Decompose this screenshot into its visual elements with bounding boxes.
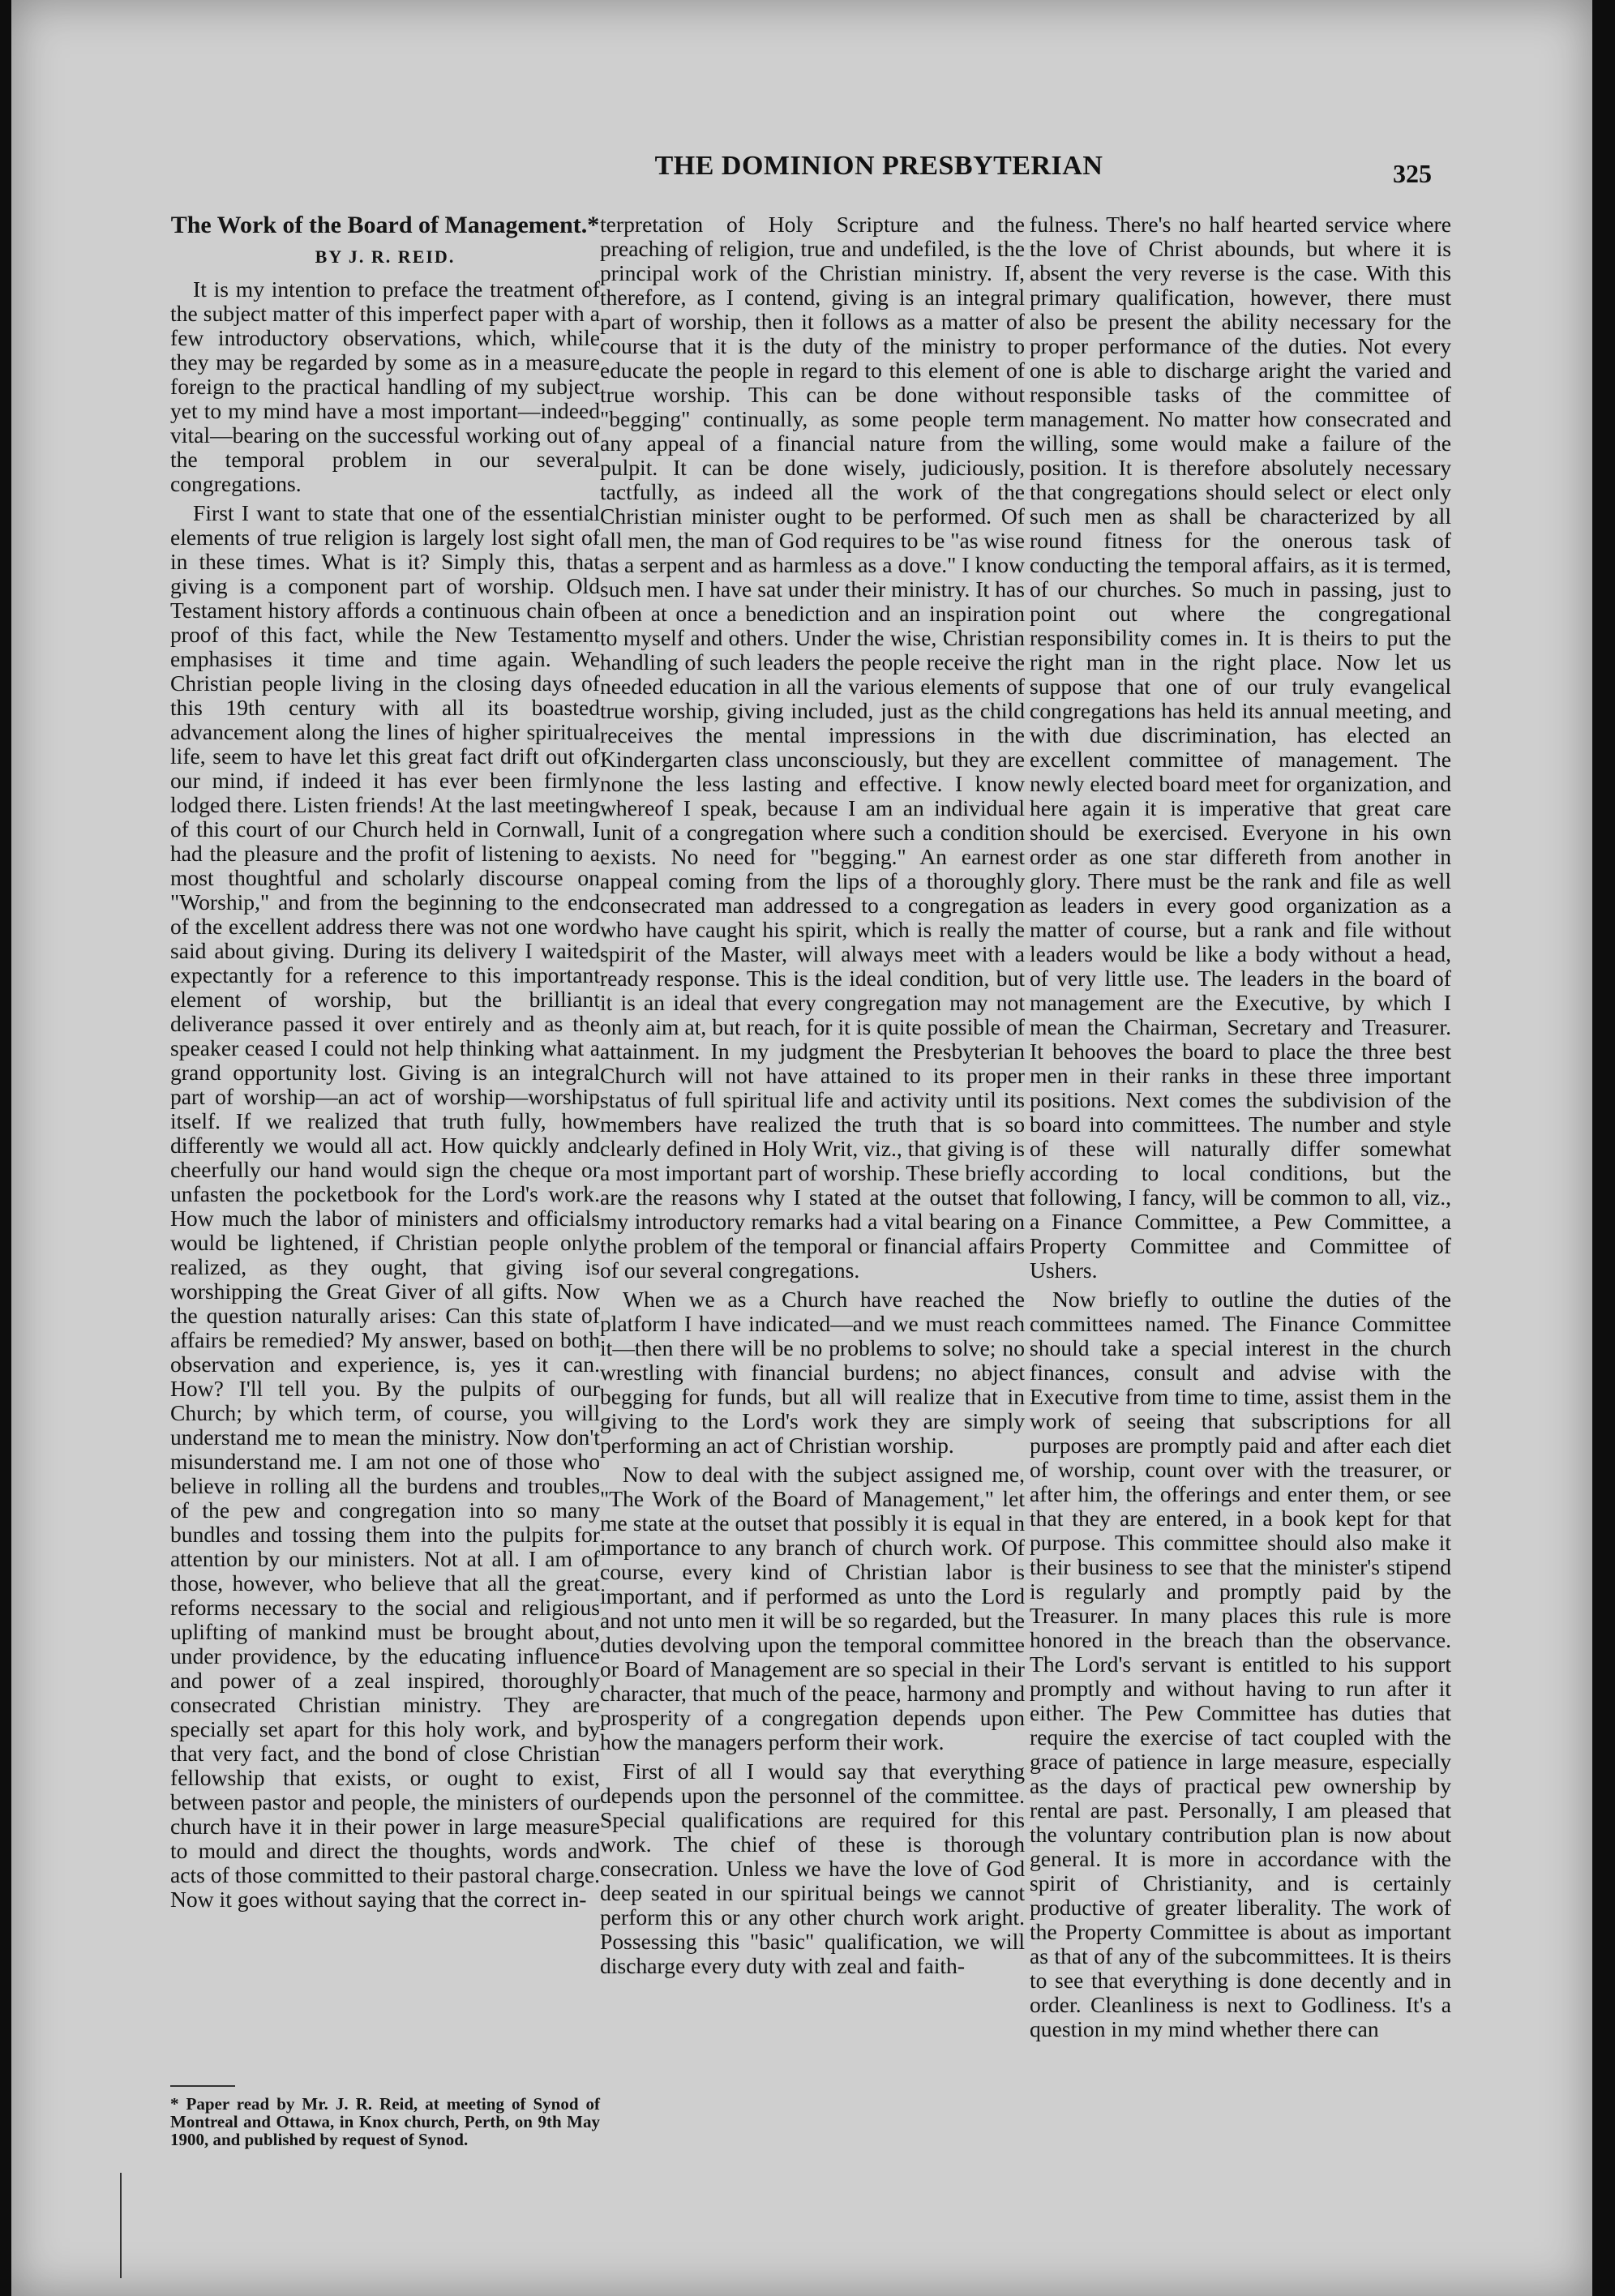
paragraph: It is my intention to preface the treatment of the subject matter of this imperfect paper with a few introductory observations, which, while they may be regarded by some as in a measure foreign to the practical handling of my subject yet to my mind have a most important—indeed vital—bearing on the successful working out of the temporal problem in our several congregations. <box>170 276 600 496</box>
paragraph: fulness. There's no half hearted service where the love of Christ abounds, but where it is absent the very reverse is the case. With this primary qualification, however, there must also be present the ability necessary for the proper performance of the duties. Not every one is able to discharge aright the varied and responsible tasks of the committee of management. No matter how consecrated and willing, some would make a failure of the position. It is therefore absolutely necessary that congregations should select or elect only such men as shall be characterized by all round fitness for the onerous task of conducting the temporal affairs, as it is termed, of our churches. So much in passing, just to point out where the congregational responsibility comes in. It is theirs to put the right man in the right place. Now let us suppose that one of our truly evangelical congregations has held its annual meeting, and with due discrimination, has elected an excellent committee of management. The newly elected board meet for organization, and here again it is imperative that great care should be exercised. Everyone in his own order as one star differeth from another in glory. There must be the rank and file as well as leaders in every good organization as a matter of course, but a rank and file without leaders would be like a body without a head, of very little use. The leaders in the board of management are the Executive, by which I mean the Chairman, Secretary and Treasurer. It behooves the board to place the three best men in their ranks in these three important positions. Next comes the subdivision of the board into committees. The number and style of these will naturally differ somewhat according to local conditions, but the following, I fancy, will be common to all, viz., a Finance Committee, a Pew Committee, a Property Committee and Committee of Ushers. <box>1030 212 1451 1283</box>
paragraph: First I want to state that one of the essential elements of true religion is largely lost sight of in these times. What is it? Simply this, that giving is a component part of worship. Old Testament history affords a continuous chain of proof of this fact, while the New Testament emphasises it time and time again. We Christian people living in the closing days of this 19th century with all its boasted advancement along the lines of higher spiritual life, seem to have let this great fact drift out of our mind, if indeed it has ever been firmly lodged there. Listen friends! At the last meeting of this court of our Church held in Cornwall, I had the pleasure and the profit of listening to a most thoughtful and scholarly discourse on "Worship," and from the beginning to the end of the excellent address there was not one word said about giving. During its delivery I waited expectantly for a reference to this important element of worship, but the brilliant deliverance passed it over entirely and as the speaker ceased I could not help thinking what a grand opportunity lost. Giving is an integral part of worship—an act of worship—worship itself. If we realized that truth fully, how differently we would all act. How quickly and cheerfully our hand would sign the cheque or unfasten the pocketbook for the Lord's work. How much the labor of ministers and officials would be lightened, if Christian people only realized, as they ought, that giving is worshipping the Great Giver of all gifts. Now the question naturally arises: Can this state of affairs be remedied? My answer, based on both observation and experience, is, yes it can. How? I'll tell you. By the pulpits of our Church; by which term, of course, you will understand me to mean the ministry. Now don't misunderstand me. I am not one of those who believe in rolling all the burdens and troubles of the pew and congregation into so many bundles and tossing them into the pulpits for attention by our ministers. Not at all. I am of those, however, who believe that all the great reforms necessary to the social and religious uplifting of mankind must be brought about, under providence, by the educating influence and power of a zeal inspired, thoroughly consecrated Christian ministry. They are specially set apart for this holy work, and by that very fact, and the bond of close Christian fellowship that exists, or ought to exist, between pastor and people, the ministers of our church have it in their power in large measure to mould and direct the thoughts, words and acts of those committed to their pastoral charge. Now it goes without saying that the correct in- <box>170 500 600 1912</box>
publication-masthead: THE DOMINION PRESBYTERIAN <box>654 151 1103 181</box>
article-column-3 <box>1030 212 1451 2041</box>
article-column-2 <box>600 212 1025 1978</box>
article-title: The Work of the Board of Management.* <box>170 212 600 238</box>
paragraph: When we as a Church have reached the platform I have indicated—and we must reach it—then there will be no problems to solve; no wrestling with financial burdens; no abject begging for funds, but all will realize that in giving to the Lord's work they are simply performing an act of Christian worship. <box>600 1287 1025 1458</box>
paragraph: Now briefly to outline the duties of the committees named. The Finance Committee should take a special interest in the church finances, consult and advise with the Executive from time to time, assist them in the work of seeing that subscriptions for all purposes are promptly paid and after each diet of worship, count over with the treasurer, or after him, the offerings and enter them, or see that they are entered, in a book kept for that purpose. This committee should also make it their business to see that the minister's stipend is regularly and promptly paid by the Treasurer. In many places this rule is more honored in the breach than the observance. The Lord's servant is entitled to his support promptly and without having to run after it either. The Pew Committee has duties that require the exercise of tact coupled with the grace of patience in large measure, especially as the days of practical pew ownership by rental are past. Personally, I am pleased that the voluntary contribution plan is now about general. It is more in accordance with the spirit of Christianity, and is certainly productive of greater liberality. The work of the Property Committee is about as important as that of any of the subcommittees. It is theirs to see that everything is done decently and in order. Cleanliness is next to Godliness. It's a question in my mind whether there can <box>1030 1287 1451 2041</box>
paragraph: First of all I would say that everything depends upon the personnel of the committee. Special qualifications are required for this work. The chief of these is thorough consecration. Unless we have the love of God deep seated in our spiritual beings we cannot perform this or any other church work aright. Possessing this "basic" qualification, we will discharge every duty with zeal and faith- <box>600 1758 1025 1978</box>
article-column-1 <box>170 212 600 1912</box>
page-number: 325 <box>1393 159 1432 188</box>
article-footnote: * Paper read by Mr. J. R. Reid, at meeting of Synod of Montreal and Ottawa, in Knox church, Perth, on 9th May 1900, and published by request of Synod. <box>170 2094 600 2149</box>
paragraph: Now to deal with the subject assigned me, "The Work of the Board of Management," let me state at the outset that possibly it is equal in importance to any branch of church work. Of course, every kind of Christian labor is important, and if performed as unto the Lord and not unto men it will be so regarded, but the duties devolving upon the temporal committee or Board of Management are so special in their character, that much of the peace, harmony and prosperity of a congregation depends upon how the managers perform their work. <box>600 1462 1025 1754</box>
paragraph: terpretation of Holy Scripture and the preaching of religion, true and undefiled, is the principal work of the Christian ministry. If, therefore, as I contend, giving is an integral part of worship, then it follows as a matter of course that it is the duty of the ministry to educate the people in regard to this element of true worship. This can be done without "begging" continually, as some people term any appeal of a financial nature from the pulpit. It can be done wisely, judiciously, tactfully, as indeed all the work of the Christian minister ought to be performed. Of all men, the man of God requires to be "as wise as a serpent and as harmless as a dove." I know such men. I have sat under their ministry. It has been at once a benediction and an inspiration to myself and others. Under the wise, Christian handling of such leaders the people receive the needed education in all the various elements of true worship, giving included, just as the child receives the mental impressions in the Kindergarten class unconsciously, but they are none the less lasting and effective. I know whereof I speak, because I am an individual unit of a congregation where such a condition exists. No need for "begging." An earnest appeal coming from the lips of a thoroughly consecrated man addressed to a congregation who have caught his spirit, which is really the spirit of the Master, will always meet with a ready response. This is the ideal condition, but it is an ideal that every congregation may not only aim at, but reach, for it is quite possible of attainment. In my judgment the Presbyterian Church will not have attained to its proper status of full spiritual life and activity until its members have realized the truth that is so clearly defined in Holy Writ, viz., that giving is a most important part of worship. These briefly are the reasons why I stated at the outset that my introductory remarks had a vital bearing on the problem of the temporal or financial affairs of our several congregations. <box>600 212 1025 1283</box>
footnote-divider <box>170 2085 235 2087</box>
margin-mark <box>120 2173 122 2278</box>
article-byline: BY J. R. REID. <box>315 246 456 267</box>
